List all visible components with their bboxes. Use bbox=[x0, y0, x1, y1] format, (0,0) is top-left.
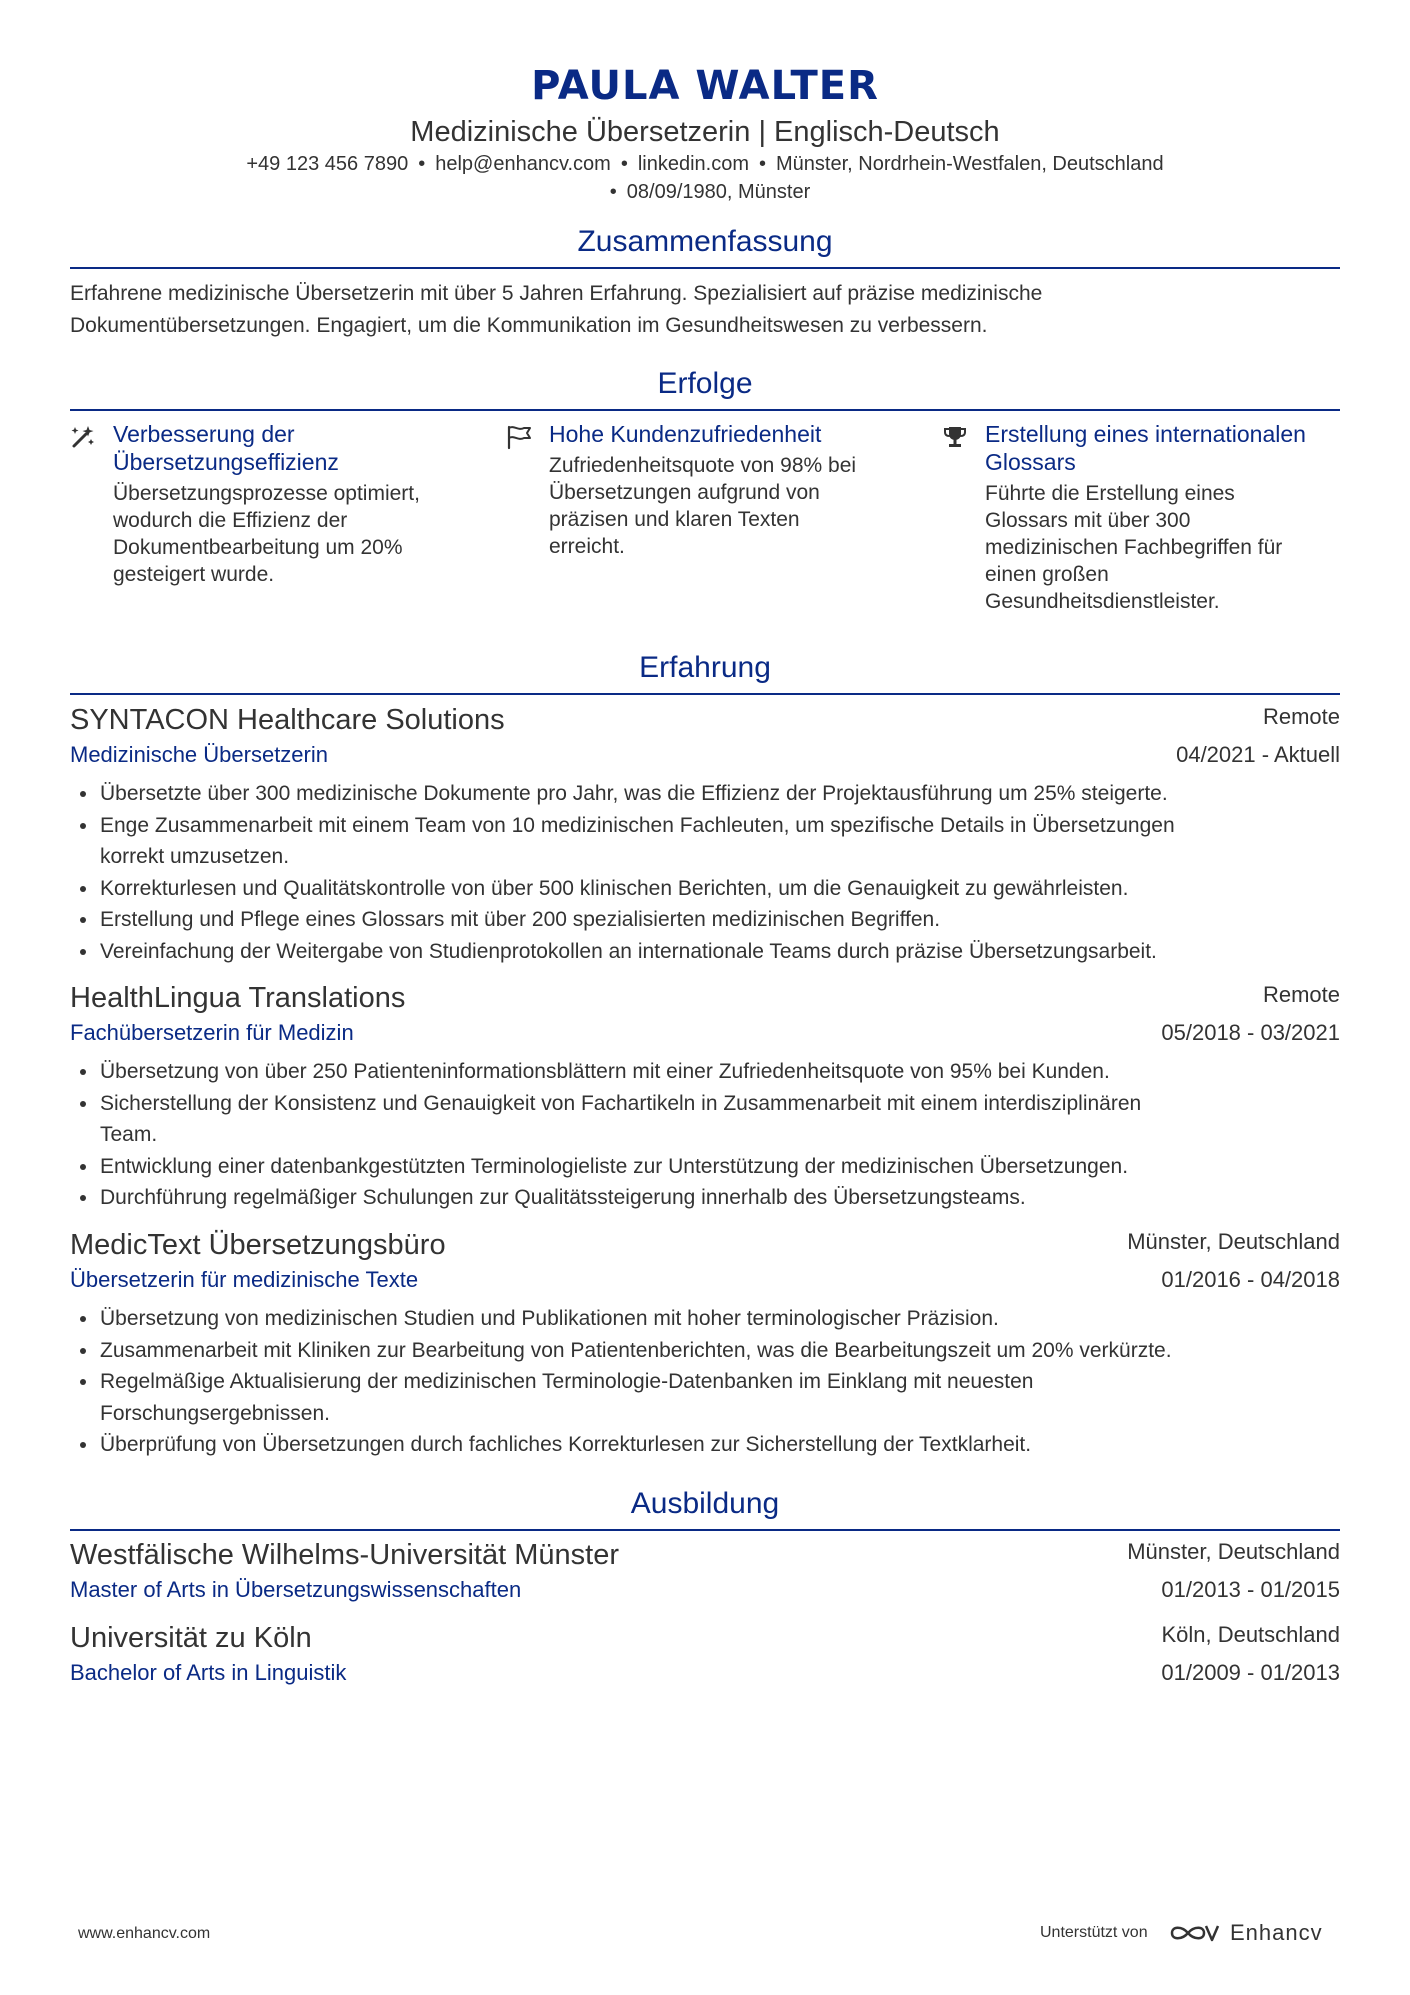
footer-website[interactable]: www.enhancv.com bbox=[78, 1925, 211, 1942]
description-line: präzisen und klaren Texten bbox=[549, 508, 800, 531]
job-location: Münster, Deutschland bbox=[1127, 1229, 1340, 1254]
bullet-separator: • bbox=[609, 181, 617, 203]
contact-line bbox=[0, 150, 1410, 178]
achievement-title-line: Verbesserung der bbox=[113, 421, 295, 447]
achievement-title-line: Glossars bbox=[985, 449, 1076, 475]
section-divider bbox=[70, 693, 1340, 695]
section-title-summary: Zusammenfassung bbox=[577, 225, 833, 258]
company-name: HealthLingua Translations bbox=[70, 982, 406, 1014]
bullet-text: korrekt umzusetzen. bbox=[100, 845, 290, 868]
description-line: Gesundheitsdienstleister. bbox=[985, 590, 1220, 613]
bullet-item bbox=[70, 1088, 1340, 1151]
birth-line bbox=[0, 178, 1410, 206]
achievement-title-line: Übersetzungseffizienz bbox=[113, 449, 339, 475]
achievement-item bbox=[942, 420, 1352, 615]
achievement-title-line: Hohe Kundenzufriedenheit bbox=[549, 421, 822, 447]
description-line: Dokumentbearbeitung um 20% bbox=[113, 536, 403, 559]
company-name: SYNTACON Healthcare Solutions bbox=[70, 704, 505, 736]
job-bullets bbox=[70, 778, 1340, 967]
enhancv-logo-icon bbox=[1168, 1918, 1222, 1953]
bullet-item: Entwicklung einer datenbankgestützten Terminologieliste zur Unterstützung der medizinischen Übersetzungen. bbox=[70, 1151, 1340, 1183]
job-role: Fachübersetzerin für Medizin bbox=[70, 1020, 354, 1045]
bullet-item: Korrekturlesen und Qualitätskontrolle von über 500 klinischen Berichten, um die Genauigkeit zu gewährleisten. bbox=[70, 873, 1340, 905]
degree: Bachelor of Arts in Linguistik bbox=[70, 1660, 347, 1685]
bullet-item: Übersetzte über 300 medizinische Dokumente pro Jahr, was die Effizienz der Projektausführung um 25% steigerte. bbox=[70, 778, 1340, 810]
powered-by-label: Unterstützt von bbox=[1040, 1924, 1148, 1941]
description-line: erreicht. bbox=[549, 535, 625, 558]
bullet-text: Forschungsergebnissen. bbox=[100, 1401, 330, 1425]
section-title-achievements: Erfolge bbox=[657, 367, 753, 400]
description-line: Übersetzungsprozesse optimiert, bbox=[113, 482, 420, 505]
bullet-separator: • bbox=[418, 153, 426, 175]
description-line: Führte die Erstellung eines bbox=[985, 482, 1235, 505]
job-bullets bbox=[70, 1056, 1340, 1214]
achievement-title bbox=[113, 420, 480, 476]
resume-header bbox=[0, 60, 1410, 206]
section-title-education: Ausbildung bbox=[630, 1487, 780, 1520]
brand-name: Enhancv bbox=[1230, 1920, 1323, 1945]
bullet-text: Regelmäßige Aktualisierung der medizinischen Terminologie-Datenbanken im Einklang mit neuesten bbox=[100, 1370, 1034, 1393]
job-dates: 05/2018 - 03/2021 bbox=[1161, 1020, 1340, 1045]
experience-item bbox=[70, 980, 1340, 1214]
achievement-item bbox=[506, 420, 916, 560]
bullet-item: Durchführung regelmäßiger Schulungen zur Qualitätssteigerung innerhalb des Übersetzungsteams. bbox=[70, 1182, 1340, 1214]
section-divider bbox=[70, 267, 1340, 269]
location: Münster, Nordrhein-Westfalen, Deutschland bbox=[776, 153, 1164, 175]
achievement-item bbox=[70, 420, 480, 588]
phone: +49 123 456 7890 bbox=[246, 153, 409, 175]
description-line: wodurch die Effizienz der bbox=[113, 509, 348, 532]
achievement-description bbox=[985, 480, 1352, 615]
job-role: Übersetzerin für medizinische Texte bbox=[70, 1267, 419, 1292]
section-title-experience: Erfahrung bbox=[639, 651, 771, 684]
job-location: Remote bbox=[1262, 982, 1340, 1007]
bullet-item: Übersetzung von medizinischen Studien und Publikationen mit hoher terminologischer Präzision. bbox=[70, 1303, 1340, 1335]
birth-info: 08/09/1980, Münster bbox=[626, 181, 811, 203]
bullet-item bbox=[70, 1366, 1340, 1429]
bullet-item: Vereinfachung der Weitergabe von Studienprotokollen an internationale Teams durch präzise Übersetzungsarbeit. bbox=[70, 936, 1340, 968]
description-line: medizinischen Fachbegriffen für bbox=[985, 536, 1283, 559]
description-line: Übersetzungen aufgrund von bbox=[549, 481, 820, 504]
school-name: Westfälische Wilhelms-Universität Münster bbox=[70, 1539, 619, 1571]
description-line: einen großen bbox=[985, 563, 1109, 586]
bullet-item: Erstellung und Pflege eines Glossars mit über 200 spezialisierten medizinischen Begriffen. bbox=[70, 904, 1340, 936]
job-dates: 04/2021 - Aktuell bbox=[1176, 742, 1340, 767]
bullet-item: Überprüfung von Übersetzungen durch fachliches Korrekturlesen zur Sicherstellung der Textklarheit. bbox=[70, 1429, 1340, 1461]
school-location: Köln, Deutschland bbox=[1161, 1622, 1340, 1647]
school-name: Universität zu Köln bbox=[70, 1622, 312, 1654]
bullet-separator: • bbox=[759, 153, 767, 175]
degree: Master of Arts in Übersetzungswissenschaften bbox=[70, 1577, 522, 1602]
trophy-icon bbox=[942, 424, 968, 450]
description-line: Zufriedenheitsquote von 98% bei bbox=[549, 454, 857, 477]
candidate-name: PAULA WALTER bbox=[531, 63, 879, 109]
education-item bbox=[70, 1620, 1340, 1690]
achievement-description bbox=[113, 480, 480, 588]
summary-line: Erfahrene medizinische Übersetzerin mit über 5 Jahren Erfahrung. Spezialisiert auf präzise medizinische bbox=[70, 282, 1043, 305]
bullet-text: Sicherstellung der Konsistenz und Genauigkeit von Fachartikeln in Zusammenarbeit mit einem interdisziplinären bbox=[100, 1091, 1142, 1115]
job-role: Medizinische Übersetzerin bbox=[70, 742, 328, 767]
job-location: Remote bbox=[1262, 704, 1340, 729]
company-name: MedicText Übersetzungsbüro bbox=[70, 1229, 446, 1261]
bullet-item bbox=[70, 810, 1340, 873]
school-location: Münster, Deutschland bbox=[1127, 1539, 1340, 1564]
email[interactable]: help@enhancv.com bbox=[435, 153, 611, 175]
wand-icon bbox=[70, 424, 96, 450]
flag-icon bbox=[506, 424, 532, 450]
bullet-text: Team. bbox=[100, 1123, 158, 1146]
education-dates: 01/2009 - 01/2013 bbox=[1161, 1660, 1340, 1685]
job-bullets bbox=[70, 1303, 1340, 1461]
achievement-title bbox=[549, 420, 916, 448]
candidate-title: Medizinische Übersetzerin | Englisch-Deutsch bbox=[410, 116, 1000, 148]
bullet-item: Zusammenarbeit mit Kliniken zur Bearbeitung von Patientenberichten, was die Bearbeitungszeit um 20% verkürzte. bbox=[70, 1335, 1340, 1367]
achievement-title-line: Erstellung eines internationalen bbox=[985, 421, 1306, 447]
section-divider bbox=[70, 409, 1340, 411]
achievement-description bbox=[549, 452, 916, 560]
achievement-title bbox=[985, 420, 1352, 476]
experience-item bbox=[70, 702, 1340, 967]
summary-line: Dokumentübersetzungen. Engagiert, um die Kommunikation im Gesundheitswesen zu verbessern. bbox=[70, 314, 988, 337]
linkedin[interactable]: linkedin.com bbox=[637, 153, 749, 175]
description-line: gesteigert wurde. bbox=[113, 563, 275, 586]
bullet-separator: • bbox=[620, 153, 628, 175]
section-divider bbox=[70, 1529, 1340, 1531]
bullet-item: Übersetzung von über 250 Patienteninformationsblättern mit einer Zufriedenheitsquote von 95% bei Kunden. bbox=[70, 1056, 1340, 1088]
job-dates: 01/2016 - 04/2018 bbox=[1161, 1267, 1340, 1292]
education-dates: 01/2013 - 01/2015 bbox=[1161, 1577, 1340, 1602]
summary-text bbox=[70, 278, 1340, 342]
education-item bbox=[70, 1537, 1340, 1607]
bullet-text: Enge Zusammenarbeit mit einem Team von 10 medizinischen Fachleuten, um spezifische Details in Übersetzungen bbox=[100, 813, 1175, 837]
experience-item bbox=[70, 1227, 1340, 1461]
description-line: Glossars mit über 300 bbox=[985, 509, 1191, 532]
